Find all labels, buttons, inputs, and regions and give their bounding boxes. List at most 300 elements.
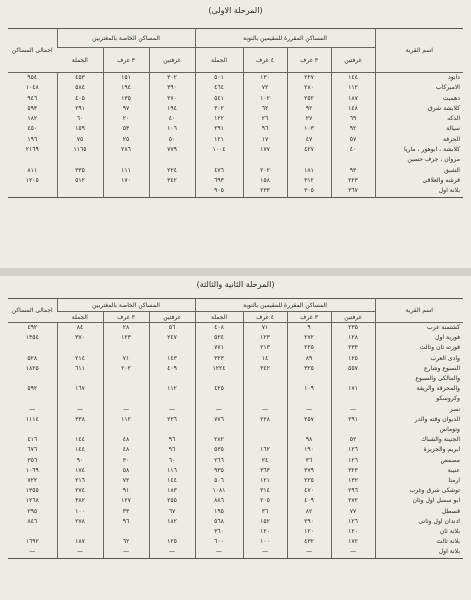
table-row	[8, 343, 463, 353]
rooms3-cell: ٣٦	[287, 456, 331, 466]
migrant-rooms2-cell: ٤٠٩	[149, 364, 195, 374]
rooms2-cell: ٢٧٢	[331, 496, 375, 506]
rooms3-cell: ٢٥٢	[287, 94, 331, 104]
subtotal-cell: ١٢٢٤	[195, 364, 243, 374]
rooms4-cell: ٢٢٨	[243, 415, 287, 425]
migrant-rooms2-cell	[149, 155, 195, 165]
migrant-subtotal-cell: ١٧٤	[57, 466, 103, 476]
rooms4-cell: ١٢٠	[243, 527, 287, 537]
migrant-rooms3-cell: ٣٠	[103, 456, 149, 466]
village-cell: بلانة اول	[375, 186, 463, 197]
village-cell: مصمص	[375, 456, 463, 466]
rooms2-cell: ٦٩	[331, 114, 375, 124]
migrant-subtotal-header: الجملة	[57, 48, 103, 73]
village-cell: قرشه والعلاقى	[375, 176, 463, 186]
rooms2-cell: ١٧٢	[331, 537, 375, 547]
stage-1-title: (المرحلة الاولى)	[208, 6, 263, 15]
stage-1-rows	[8, 73, 463, 198]
migrant-subtotal-cell: ٤٠٥	[57, 94, 103, 104]
village-cell: كلابشة ، ابوهور ، ماريا	[375, 145, 463, 155]
village-cell: والمالكى والسبوع	[375, 374, 463, 384]
total-cell: ٦٧٦	[27, 446, 38, 454]
migrant-rooms3-cell: ٩١	[103, 486, 149, 496]
migrant-rooms3-cell	[103, 527, 149, 537]
migrant-rooms3-cell: ١١٢	[103, 415, 149, 425]
rooms3-cell	[287, 394, 331, 404]
table-row	[8, 466, 463, 476]
migrant-rooms2-cell: ٣٤٢	[149, 176, 195, 186]
migrant-subtotal-cell: ١٤٤	[57, 445, 103, 455]
migrant-subtotal-cell	[57, 343, 103, 353]
rooms3-cell: ١٢٠	[287, 527, 331, 537]
stage-2-3-rows	[8, 323, 463, 559]
total-cell: ١٩٦	[27, 135, 38, 143]
migrant-rooms3-header: ٣ غرف	[103, 312, 149, 323]
migrant-subtotal-cell: ٢١٤	[57, 354, 103, 364]
migrant-subtotal-cell: ١٥٩	[57, 124, 103, 134]
resident-housing-header: المساكن المقررة للمقيمين بالنوبة	[195, 29, 375, 48]
migrant-rooms3-cell: ١٢٣	[103, 333, 149, 343]
total-cell: ٤٩٢	[27, 324, 38, 331]
rooms4-cell: —	[243, 405, 287, 415]
migrant-rooms2-cell: ١٠٦	[149, 124, 195, 134]
subtotal-cell: ٢٨٢	[195, 435, 243, 445]
subtotal-cell: —	[195, 405, 243, 415]
migrant-subtotal-cell: ١٠٠	[57, 507, 103, 517]
rooms4-cell	[243, 394, 287, 404]
rooms4-cell: ١٠٠	[243, 537, 287, 547]
migrant-rooms2-cell: ٥٦	[149, 323, 195, 334]
rooms3-cell: ٢٧	[287, 114, 331, 124]
subtotal-cell: ٥٦٨	[195, 517, 243, 527]
rooms2-cell: ٥٧	[331, 135, 375, 145]
village-cell: والمحرقة والريقة	[375, 384, 463, 394]
table-row	[8, 527, 463, 537]
migrant-rooms2-header: غرفتين	[149, 48, 195, 73]
rooms2-cell	[331, 425, 375, 435]
total-housing-header: اجمالى المساكن	[8, 299, 57, 323]
resident-housing-header: المساكن المقررة للمقيمين بالنوبة	[195, 299, 375, 312]
rooms2-cell: ٢٣٣	[331, 343, 375, 353]
migrant-rooms2-cell	[149, 343, 195, 353]
migrant-subtotal-cell: ١٨٧	[57, 537, 103, 547]
rooms4-cell: ١٥٢	[243, 517, 287, 527]
subtotal-cell: ٥٠١	[195, 73, 243, 84]
rooms2-cell: ١٢٦	[331, 456, 375, 466]
table-row	[8, 323, 463, 334]
total-cell: ٤١٦	[27, 436, 38, 444]
migrant-rooms3-cell: ١٢٧	[103, 496, 149, 506]
rooms3-cell: ٢٩٠	[287, 517, 331, 527]
migrant-rooms2-cell: ٣٠٢	[149, 73, 195, 84]
migrant-subtotal-header: الجملة	[57, 312, 103, 323]
stage-2-3-title: (المرحلة الثانية والثالثة)	[196, 280, 275, 289]
rooms3-cell: ٤٧	[287, 135, 331, 145]
migrant-rooms3-cell: ٢٨٦	[103, 145, 149, 155]
migrant-subtotal-cell: ١١٦٥	[57, 145, 103, 155]
table-row	[8, 425, 463, 435]
migrant-rooms3-header: ٣ غرف	[103, 48, 149, 73]
rooms3-cell: ٣٧٩	[287, 466, 331, 476]
subtotal-cell: ٧٧٦	[195, 415, 243, 425]
table-row	[8, 384, 463, 394]
total-housing-header: اجمالى المساكن	[8, 29, 57, 73]
rooms4-cell	[243, 374, 287, 384]
village-cell: ارمنا	[375, 476, 463, 486]
migrant-rooms3-cell	[103, 374, 149, 384]
rooms4-cell: ١٥٨	[243, 176, 287, 186]
subtotal-cell: ٥٠٦	[195, 476, 243, 486]
migrant-subtotal-cell	[57, 394, 103, 404]
rooms4-cell: ١٤	[243, 354, 287, 364]
rooms2-cell: ١٢٠	[331, 527, 375, 537]
village-cell: توشكى شرق وغرب	[375, 486, 463, 496]
migrant-rooms2-cell: ٩٦	[149, 435, 195, 445]
migrant-rooms3-cell: ٢٠٢	[103, 364, 149, 374]
rooms4-cell: ١٣٠	[243, 73, 287, 84]
migrant-housing-header: المساكن الخاصة بالمغتربين	[57, 29, 195, 48]
migrant-subtotal-cell: ١٤٤	[57, 435, 103, 445]
migrant-rooms3-cell	[103, 384, 149, 394]
table-row	[8, 547, 463, 558]
migrant-rooms2-cell: ١٨٢	[149, 517, 195, 527]
migrant-subtotal-cell: ٨٤	[57, 323, 103, 334]
village-cell: وكروسكو	[375, 394, 463, 404]
subtotal-cell: ٣٠٢	[195, 104, 243, 114]
rooms3-cell	[287, 155, 331, 165]
migrant-rooms3-cell: ٧٢	[103, 476, 149, 486]
rooms4-cell: ٩٦	[243, 124, 287, 134]
total-cell: ٥٢٨	[27, 354, 38, 362]
total-cell: ٥٩٣	[27, 104, 38, 112]
rooms2-cell	[331, 394, 375, 404]
migrant-rooms2-cell	[149, 186, 195, 197]
total-cell: ١٠٦٩	[25, 466, 39, 474]
total-cell: ١١١٤	[25, 415, 39, 423]
village-cell: الجنينة والشباك	[375, 435, 463, 445]
total-cell: ١٣٥٥	[25, 487, 39, 495]
migrant-rooms2-cell: ١١٦	[149, 466, 195, 476]
rooms3-cell: ١٩٠	[287, 445, 331, 455]
subtotal-cell: ٤٢٥	[195, 384, 243, 394]
rooms3-cell: ٩٢	[287, 104, 331, 114]
migrant-rooms2-cell: ٢٤٧	[149, 333, 195, 343]
rooms2-cell: ١٢٥	[331, 354, 375, 364]
subtotal-cell	[195, 394, 243, 404]
rooms3-cell: ٨٢	[287, 507, 331, 517]
migrant-rooms2-cell	[149, 374, 195, 384]
rooms2-cell: ٣٢٣	[331, 466, 375, 476]
village-cell: بلانة ثالث	[375, 537, 463, 547]
rooms3-cell: ٨٩	[287, 354, 331, 364]
migrant-rooms2-cell: ٢٧٠	[149, 94, 195, 104]
rooms3-cell: ٣٠٥	[287, 186, 331, 197]
total-cell: ٨٤٦	[27, 517, 38, 525]
migrant-rooms2-cell	[149, 425, 195, 435]
migrant-subtotal-cell	[57, 527, 103, 537]
rooms3-header: ٣ غرف	[287, 312, 331, 323]
rooms2-cell: ٢٢٣	[331, 176, 375, 186]
migrant-rooms2-cell: ١٤٤	[149, 476, 195, 486]
migrant-rooms3-cell: ٤٨	[103, 445, 149, 455]
rooms2-cell: ٧٧	[331, 507, 375, 517]
migrant-rooms2-cell: ١٩٤	[149, 104, 195, 114]
rooms4-cell	[243, 425, 287, 435]
rooms3-cell: ٢٧٢	[287, 333, 331, 343]
migrant-rooms2-cell	[149, 527, 195, 537]
migrant-rooms3-cell: ٤٨	[103, 435, 149, 445]
rooms2-cell: ٩٣	[331, 166, 375, 176]
rooms4-cell: ٣٦٣	[243, 466, 287, 476]
stage-1-table	[8, 28, 463, 198]
migrant-subtotal-cell	[57, 186, 103, 197]
migrant-rooms3-cell	[103, 425, 149, 435]
table-row	[8, 394, 463, 404]
rooms2-cell	[331, 374, 375, 384]
table-row	[8, 456, 463, 466]
table-row	[8, 374, 463, 384]
subtotal-cell: —	[195, 547, 243, 558]
migrant-subtotal-cell	[57, 374, 103, 384]
village-header: اسم القرية	[375, 299, 463, 323]
rooms4-header: ٤ غرف	[243, 312, 287, 323]
migrant-subtotal-cell: ٢٧٤	[57, 486, 103, 496]
village-cell: الحرفة	[375, 135, 463, 145]
migrant-rooms3-cell: ٧١	[103, 354, 149, 364]
rooms3-cell: ٣٢٥	[287, 364, 331, 374]
total-cell: ٢١٦٩	[25, 146, 39, 154]
subtotal-cell: ١٩٥	[195, 507, 243, 517]
table-row	[8, 486, 463, 496]
subtotal-cell: ١٠٠٤	[195, 145, 243, 155]
rooms4-cell: ٢٣٣	[243, 186, 287, 197]
table-row	[8, 94, 463, 104]
rooms4-cell: ٢٤	[243, 456, 287, 466]
rooms4-cell: ٧١	[243, 323, 287, 334]
rooms4-cell: ٣٦	[243, 507, 287, 517]
subtotal-cell: ٥٤١	[195, 94, 243, 104]
table-row	[8, 405, 463, 415]
migrant-subtotal-cell: —	[57, 405, 103, 415]
rooms2-cell: ١٧١	[331, 384, 375, 394]
table-row	[8, 83, 463, 93]
migrant-rooms3-cell: ٩٧	[103, 104, 149, 114]
rooms2-cell: ٢٣٥	[331, 323, 375, 334]
table-row	[8, 124, 463, 134]
migrant-subtotal-cell: ٣٨٢	[57, 496, 103, 506]
migrant-rooms3-cell: ١١١	[103, 166, 149, 176]
rooms2-cell: ١٢٨	[331, 333, 375, 343]
rooms3-cell: ٣١٢	[287, 176, 331, 186]
migrant-rooms3-cell: ٦٢	[103, 537, 149, 547]
rooms3-cell: —	[287, 405, 331, 415]
table-row	[8, 114, 463, 124]
village-cell: سيالة	[375, 124, 463, 134]
rooms4-cell: ٢٠٢	[243, 166, 287, 176]
total-cell: ١٠٤٨	[25, 84, 39, 92]
migrant-rooms3-cell	[103, 186, 149, 197]
total-cell: ١٢٠٥	[25, 176, 39, 184]
total-cell	[8, 394, 57, 404]
subtotal-cell: ٢٩١	[195, 124, 243, 134]
rooms4-cell	[243, 435, 287, 445]
subtotal-cell: ٢٦٦	[195, 456, 243, 466]
village-cell: وادى العرب	[375, 354, 463, 364]
table-row	[8, 186, 463, 197]
table-row	[8, 476, 463, 486]
migrant-rooms3-cell: ٢٥	[103, 135, 149, 145]
total-cell: ٧٢٢	[27, 477, 38, 485]
migrant-rooms3-cell: ٥٨	[103, 466, 149, 476]
migrant-rooms2-cell	[149, 394, 195, 404]
rooms2-cell: ١٣٢	[331, 476, 375, 486]
subtotal-cell: ٧٧١	[195, 343, 243, 353]
migrant-subtotal-cell	[57, 155, 103, 165]
migrant-subtotal-cell: ٣٧٠	[57, 333, 103, 343]
village-cell: قورته ثان وثالث	[375, 343, 463, 353]
total-cell	[8, 425, 57, 435]
table-row	[8, 496, 463, 506]
village-cell: السبوع وشارع	[375, 364, 463, 374]
subtotal-cell: ٨٨٦	[195, 496, 243, 506]
rooms2-cell: ٣٦٧	[331, 186, 375, 197]
village-cell: فورية اول	[375, 333, 463, 343]
migrant-rooms3-cell	[103, 394, 149, 404]
total-cell: ٢٩٥	[27, 507, 38, 515]
rooms3-cell: ٤٣٢	[287, 537, 331, 547]
total-cell: ٩٥٤	[27, 74, 38, 81]
subtotal-cell: ٣٢٣	[195, 354, 243, 364]
table-row	[8, 176, 463, 186]
table-row	[8, 73, 463, 84]
total-cell: ١٢٦٨	[25, 497, 39, 505]
migrant-rooms3-cell: ٢٨	[103, 323, 149, 334]
rooms2-header: غرفتين	[331, 48, 375, 73]
stage-2-3-table	[8, 298, 463, 559]
migrant-rooms3-cell: ٥٣	[103, 124, 149, 134]
table-row	[8, 155, 463, 165]
rooms3-cell	[287, 425, 331, 435]
migrant-subtotal-cell: ٥٨٤	[57, 83, 103, 93]
table-row	[8, 364, 463, 374]
rooms2-cell: ١١٢	[331, 83, 375, 93]
table-row	[8, 135, 463, 145]
village-cell: قسطل	[375, 507, 463, 517]
migrant-rooms2-cell: ٢٢٤	[149, 166, 195, 176]
table-row	[8, 415, 463, 425]
rooms4-cell	[243, 155, 287, 165]
total-cell: ٩٤٦	[27, 94, 38, 102]
migrant-rooms3-cell: ١٥١	[103, 73, 149, 84]
village-cell: وتوماس	[375, 425, 463, 435]
village-cell: دابود	[375, 73, 463, 84]
village-cell: بلانة ثان	[375, 527, 463, 537]
total-cell: —	[29, 405, 36, 413]
rooms3-cell: ٩٨	[287, 435, 331, 445]
rooms2-cell: ٥٥٧	[331, 364, 375, 374]
village-cell: دهميت	[375, 94, 463, 104]
rooms3-cell: ١٠٩	[287, 384, 331, 394]
migrant-rooms2-cell: ٥٠	[149, 135, 195, 145]
village-cell: الشبق	[375, 166, 463, 176]
table-row	[8, 104, 463, 114]
migrant-subtotal-cell: ٩٠	[57, 456, 103, 466]
page-stage-1	[0, 0, 471, 268]
migrant-subtotal-cell: ٥١٢	[57, 176, 103, 186]
table-row	[8, 507, 463, 517]
migrant-rooms2-cell: —	[149, 547, 195, 558]
rooms4-cell: ٣١٤	[243, 486, 287, 496]
migrant-subtotal-cell: ٦٠	[57, 114, 103, 124]
migrant-rooms2-cell: ٣٩٠	[149, 83, 195, 93]
village-cell: ابريم والجزيرة	[375, 445, 463, 455]
rooms3-cell: ٤٢٧	[287, 145, 331, 155]
village-cell: الديوان وقته والدر	[375, 415, 463, 425]
rooms4-cell: ٢٠٥	[243, 496, 287, 506]
migrant-rooms3-cell: ٢٠	[103, 114, 149, 124]
migrant-subtotal-cell: ٢١٦	[57, 476, 103, 486]
table-row	[8, 517, 463, 527]
table-row	[8, 145, 463, 155]
rooms4-cell: ١٢١	[243, 476, 287, 486]
migrant-subtotal-cell: ٤٥٣	[57, 73, 103, 84]
migrant-subtotal-cell: ٢٧٨	[57, 517, 103, 527]
village-cell: كلابشة شرق	[375, 104, 463, 114]
migrant-rooms2-cell: ٩٦	[149, 445, 195, 455]
migrant-rooms2-cell: ١٤٣	[149, 354, 195, 364]
migrant-rooms2-cell: ٢٢٦	[149, 415, 195, 425]
rooms3-cell: ٢٢٥	[287, 343, 331, 353]
rooms2-cell: ٢٩١	[331, 415, 375, 425]
migrant-rooms2-cell: ٤٠	[149, 114, 195, 124]
migrant-rooms3-cell: ١٣٥	[103, 94, 149, 104]
rooms3-cell: ٤٧٠	[287, 486, 331, 496]
migrant-subtotal-cell: ٣٣٥	[57, 166, 103, 176]
rooms4-cell: ١٢٣	[243, 333, 287, 343]
village-header: اسم القرية	[375, 29, 463, 73]
rooms4-cell: ١٠٢	[243, 94, 287, 104]
rooms4-cell: ٢١٣	[243, 343, 287, 353]
total-cell: ١٣٥٤	[25, 334, 39, 342]
migrant-rooms3-cell: —	[103, 405, 149, 415]
rooms4-cell: ١٧٧	[243, 145, 287, 155]
migrant-rooms3-cell	[103, 343, 149, 353]
subtotal-cell	[195, 425, 243, 435]
total-cell	[8, 343, 57, 353]
subtotal-cell: ٣٦٠	[195, 527, 243, 537]
migrant-rooms3-cell: ٣٣	[103, 507, 149, 517]
migrant-rooms3-cell: ٩٦	[103, 517, 149, 527]
total-cell: ٤٥٠	[27, 125, 38, 133]
rooms3-cell: ١٠٣	[287, 124, 331, 134]
rooms2-cell: —	[331, 405, 375, 415]
table-row	[8, 537, 463, 547]
migrant-subtotal-cell	[57, 425, 103, 435]
village-cell: بلانة اول	[375, 547, 463, 558]
total-cell	[8, 186, 57, 197]
migrant-subtotal-cell: —	[57, 547, 103, 558]
village-cell: مروان ، جرف حسين	[375, 155, 463, 165]
total-cell: ١٨٢	[27, 115, 38, 123]
total-cell: ٥٩٢	[27, 385, 38, 393]
migrant-rooms2-cell: ٢٥٥	[149, 496, 195, 506]
rooms3-cell: ٩	[287, 323, 331, 334]
rooms4-cell	[243, 384, 287, 394]
village-cell: نصر	[375, 405, 463, 415]
subtotal-cell: ١٢٢	[195, 114, 243, 124]
subtotal-cell: ٥٢٤	[195, 333, 243, 343]
migrant-subtotal-cell: ٧٥	[57, 135, 103, 145]
